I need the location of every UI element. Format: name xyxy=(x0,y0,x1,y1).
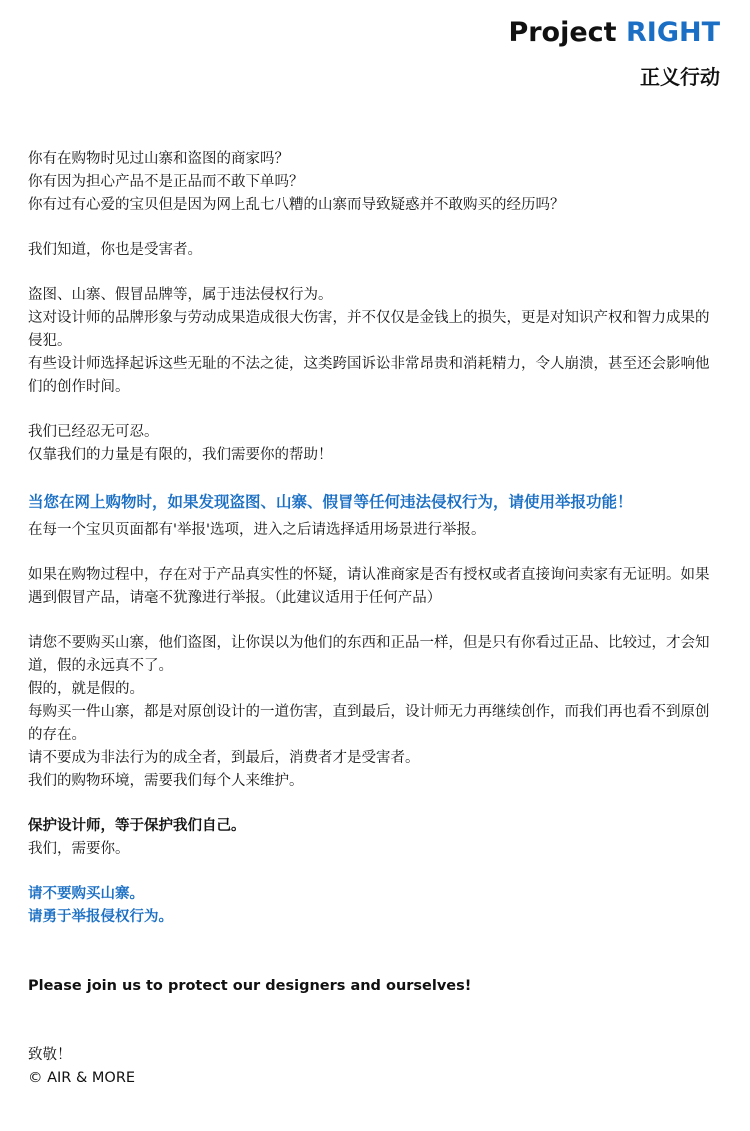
infringement-line: 这对设计师的品牌形象与劳动成果造成很大伤害，并不仅仅是金钱上的损失，更是对知识产权和智力成果的侵犯。 xyxy=(28,310,710,349)
article-body xyxy=(28,148,722,1090)
protect-paragraph xyxy=(28,815,722,861)
page-header xyxy=(508,14,720,92)
infringement-paragraph xyxy=(28,284,722,399)
appeal-line: 请您不要购买山寨，他们盗图，让你误以为他们的东西和正品一样，但是只有你看过正品、比较过，才会知道，假的永远真不了。 xyxy=(28,635,710,674)
slogan-line: 请不要购买山寨。 xyxy=(28,886,144,902)
enough-paragraph xyxy=(28,421,722,467)
appeal-line: 请不要成为非法行为的成全者，到最后，消费者才是受害者。 xyxy=(28,750,420,766)
appeal-paragraph xyxy=(28,632,722,793)
regards-line: 致敬！ xyxy=(28,1047,72,1063)
enough-line: 仅靠我们的力量是有限的，我们需要你的帮助！ xyxy=(28,447,333,463)
intro-line: 你有过有心爱的宝贝但是因为网上乱七八糟的山寨而导致疑惑并不敢购买的经历吗？ xyxy=(28,197,565,213)
protect-bold-line: 保护设计师，等于保护我们自己。 xyxy=(28,818,246,834)
intro-line: 你有在购物时见过山寨和盗图的商家吗？ xyxy=(28,151,289,167)
page-subtitle: 正义行动 xyxy=(640,65,720,89)
appeal-line: 每购买一件山寨，都是对原创设计的一道伤害，直到最后，设计师无力再继续创作，而我们再也看不到原创的存在。 xyxy=(28,704,710,743)
english-line: Please join us to protect our designers and ourselves! xyxy=(28,978,472,994)
intro-paragraph xyxy=(28,148,722,217)
call-to-action: 当您在网上购物时，如果发现盗图、山寨、假冒等任何违法侵权行为，请使用举报功能！ xyxy=(28,493,633,511)
closing-paragraph xyxy=(28,1044,722,1090)
infringement-line: 有些设计师选择起诉这些无耻的不法之徒，这类跨国诉讼非常昂贵和消耗精力，令人崩溃，甚至还会影响他们的创作时间。 xyxy=(28,356,710,395)
copyright-line: © AIR & MORE xyxy=(28,1070,136,1086)
intro-line: 你有因为担心产品不是正品而不敢下单吗？ xyxy=(28,174,304,190)
report-option-paragraph: 在每一个宝贝页面都有'举报'选项，进入之后请选择适用场景进行举报。 xyxy=(28,522,486,538)
victim-paragraph: 我们知道，你也是受害者。 xyxy=(28,242,202,258)
enough-line: 我们已经忍无可忍。 xyxy=(28,424,159,440)
brand-accent: RIGHT xyxy=(625,17,720,48)
brand-title xyxy=(508,14,720,52)
slogan-line: 请勇于举报侵权行为。 xyxy=(28,909,173,925)
brand-prefix: Project xyxy=(508,17,617,48)
appeal-line: 我们的购物环境，需要我们每个人来维护。 xyxy=(28,773,304,789)
infringement-line: 盗图、山寨、假冒品牌等，属于违法侵权行为。 xyxy=(28,287,333,303)
slogans-paragraph xyxy=(28,883,722,929)
authenticity-paragraph: 如果在购物过程中，存在对于产品真实性的怀疑，请认准商家是否有授权或者直接询问卖家有无证明。如果遇到假冒产品，请毫不犹豫进行举报。（此建议适用于任何产品） xyxy=(28,567,710,606)
protect-line: 我们，需要你。 xyxy=(28,841,130,857)
appeal-line: 假的，就是假的。 xyxy=(28,681,144,697)
